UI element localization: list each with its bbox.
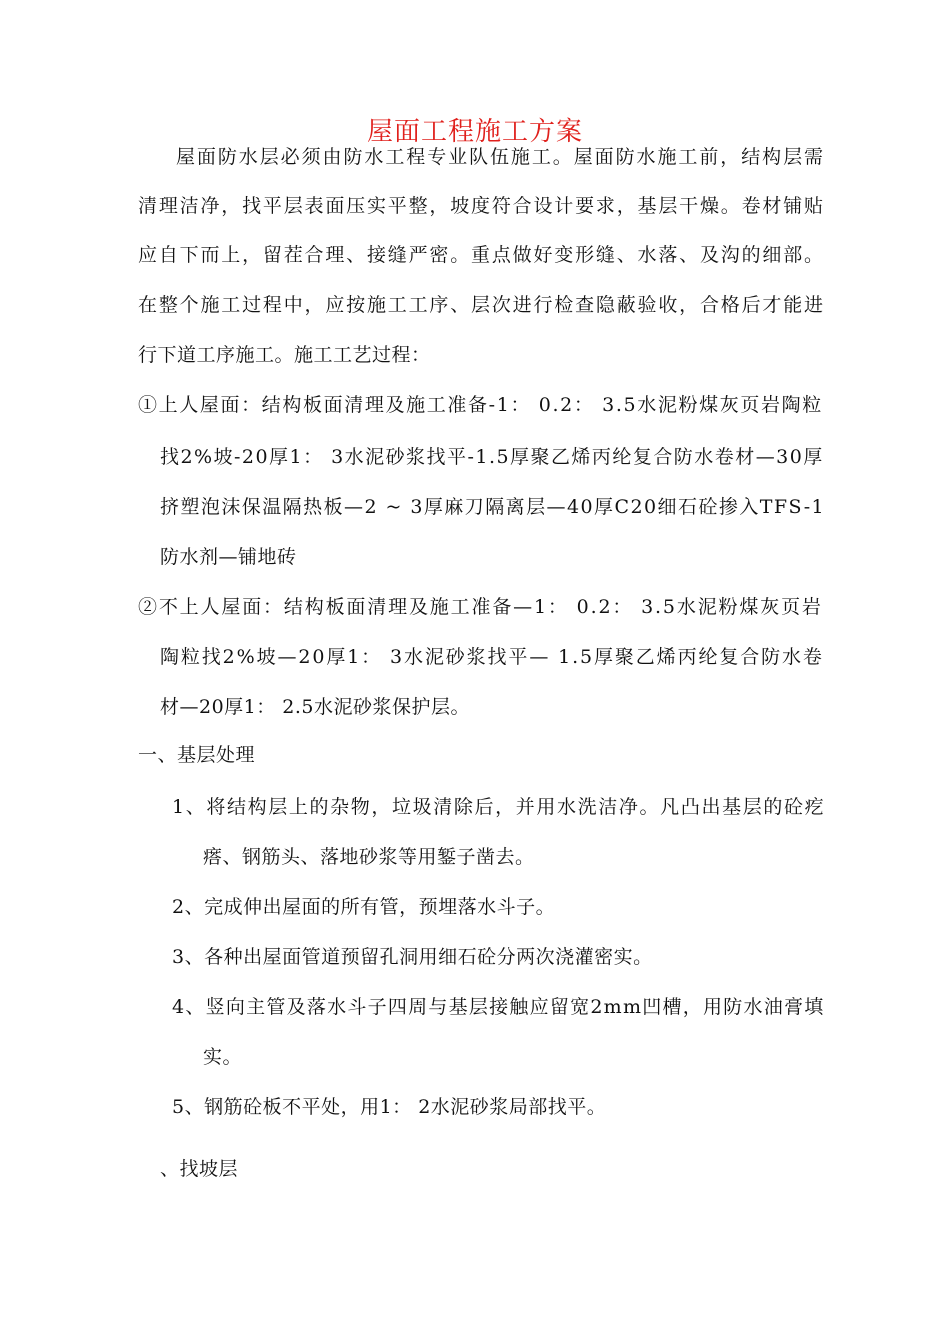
item-line: ②不上人屋面：结构板面清理及施工准备—1： 0.2： 3.5水泥粉煤灰页岩 <box>138 596 823 618</box>
item-line: 材—20厚1： 2.5水泥砂浆保护层。 <box>160 696 471 718</box>
body-line: 行下道工序施工。施工工艺过程： <box>138 344 431 366</box>
body-line: 在整个施工过程中，应按施工工序、层次进行检查隐蔽验收，合格后才能进 <box>138 294 825 316</box>
document-title: 屋面工程施工方案 <box>366 117 583 147</box>
body-line: 屋面防水层必须由防水工程专业队伍施工。屋面防水施工前，结构层需 <box>176 146 825 168</box>
list-item: 1、将结构层上的杂物，垃圾清除后，并用水洗洁净。凡凸出基层的砼疙 <box>172 796 826 818</box>
list-item: 瘩、钢筋头、落地砂浆等用錾子凿去。 <box>203 846 535 868</box>
item-line: ①上人屋面：结构板面清理及施工准备-1： 0.2： 3.5水泥粉煤灰页岩陶粒 <box>138 394 823 416</box>
list-item: 5、钢筋砼板不平处，用1： 2水泥砂浆局部找平。 <box>172 1096 607 1118</box>
item-line: 挤塑泡沫保温隔热板—2 ~ 3厚麻刀隔离层—40厚C20细石砼掺入TFS-1 <box>160 496 826 518</box>
section-heading: 一、基层处理 <box>138 744 256 766</box>
item-line: 找2%坡-20厚1： 3水泥砂浆找平-1.5厚聚乙烯丙纶复合防水卷材—30厚 <box>160 446 824 468</box>
body-line: 清理洁净，找平层表面压实平整，坡度符合设计要求，基层干燥。卷材铺贴 <box>138 195 825 217</box>
list-item: 3、各种出屋面管道预留孔洞用细石砼分两次浇灌密实。 <box>172 946 653 968</box>
item-line: 防水剂—铺地砖 <box>160 546 297 568</box>
list-item: 实。 <box>203 1046 243 1068</box>
list-item: 2、完成伸出屋面的所有管，预埋落水斗子。 <box>172 896 556 918</box>
section-heading: 、找坡层 <box>160 1158 239 1180</box>
list-item: 4、竖向主管及落水斗子四周与基层接触应留宽2mm凹槽，用防水油膏填 <box>172 996 825 1018</box>
item-line: 陶粒找2%坡—20厚1： 3水泥砂浆找平— 1.5厚聚乙烯丙纶复合防水卷 <box>160 646 824 668</box>
body-line: 应自下而上，留茬合理、接缝严密。重点做好变形缝、水落、及沟的细部。 <box>138 244 825 266</box>
